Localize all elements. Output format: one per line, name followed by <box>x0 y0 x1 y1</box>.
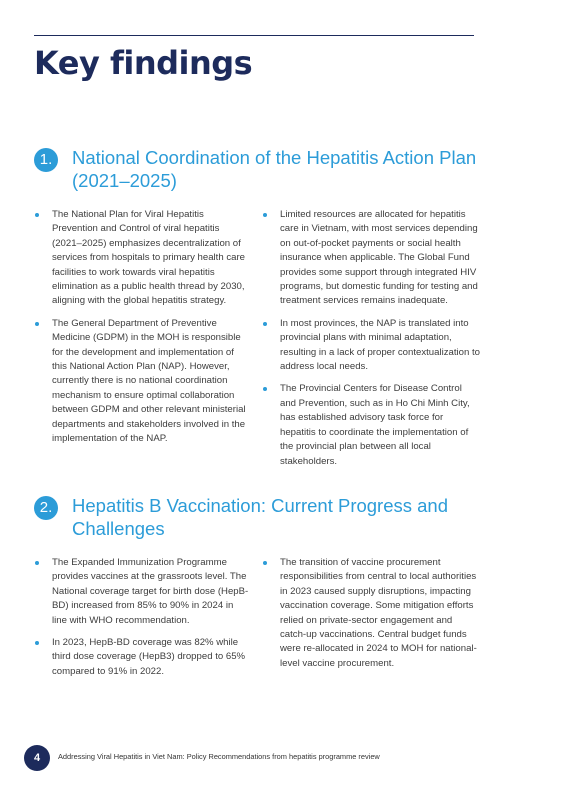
bullet-text: The transition of vaccine procurement responsibilities from central to local authorities in 2023 caused supply disruptions, impacting vaccination coverage. Some mitigation efforts relied on private-sector engagement and catch-up vaccinations. Central budget funds were re-allocated in 2024 to MOH for national-level vaccine procurement. <box>280 557 477 669</box>
section-national-coordination <box>34 146 486 467</box>
list-item <box>34 317 250 447</box>
bullet-text: Limited resources are allocated for hepatitis care in Vietnam, with most services depending on out-of-pocket payments or social health insurance when applicable. The Global Fund provides some support through integrated HIV programs, but domestic funding for testing and treatment services remains inadequate. <box>280 209 478 307</box>
section-title: National Coordination of the Hepatitis Action Plan (2021–2025) <box>72 147 477 191</box>
bullet-list <box>262 208 480 469</box>
section-title: Hepatitis B Vaccination: Current Progress and Challenges <box>72 495 449 539</box>
section-header <box>34 494 486 552</box>
bullet-text: The Provincial Centers for Disease Control and Prevention, such as in Ho Chi Minh City, has established advisory task force for hepatitis to coordinate the implementation of the provincial plan between all local stakeholders. <box>280 383 470 467</box>
list-item <box>34 636 250 679</box>
bullet-text: The National Plan for Viral Hepatitis Prevention and Control of viral hepatitis (2021–2025) emphasizes decentralization of services from hospitals to primary health care facilities to work towards viral hepatitis elimination as a public health thread by 2030, aligning with the global hepatitis strategy. <box>52 209 246 307</box>
page-number-badge: 4 <box>24 745 50 771</box>
bullet-icon <box>263 387 267 391</box>
bullet-list <box>34 556 250 679</box>
top-rule <box>34 35 474 36</box>
list-item <box>262 208 480 309</box>
page-footer <box>24 745 544 771</box>
bullet-icon <box>263 213 267 217</box>
bullet-icon <box>35 561 39 565</box>
left-column <box>34 556 250 687</box>
list-item <box>34 208 250 309</box>
bullet-icon <box>35 322 39 326</box>
footer-document-title: Addressing Viral Hepatitis in Viet Nam: Policy Recommendations from hepatitis programme review <box>58 752 380 761</box>
bullet-icon <box>263 561 267 565</box>
left-column <box>34 208 250 455</box>
section-header <box>34 146 486 204</box>
page-title: Key findings <box>34 44 253 82</box>
bullet-icon <box>35 213 39 217</box>
list-item <box>262 382 480 468</box>
bullet-list <box>262 556 480 671</box>
list-item <box>262 556 480 671</box>
bullet-text: In most provinces, the NAP is translated into provincial plans with minimal adaptation, resulting in a lack of proper contextualization to address local needs. <box>280 317 480 373</box>
bullet-icon <box>263 322 267 326</box>
section-number-badge: 2. <box>34 496 58 520</box>
bullet-list <box>34 208 250 447</box>
section-number-badge: 1. <box>34 148 58 172</box>
list-item <box>262 317 480 375</box>
list-item <box>34 556 250 628</box>
right-column <box>262 208 480 477</box>
bullet-icon <box>35 641 39 645</box>
right-column <box>262 556 480 679</box>
bullet-text: The General Department of Preventive Medicine (GDPM) in the MOH is responsible for the development and implementation of this National Action Plan (NAP). However, currently there is no national coordination mechanism to ensure optimal collaboration between GDPM and other relevant ministerial departments and stakeholders involved in the implementation of the NAP. <box>52 317 246 445</box>
bullet-text: In 2023, HepB-BD coverage was 82% while third dose coverage (HepB3) dropped to 65% compared to 91% in 2022. <box>52 637 246 677</box>
section-hepatitis-b-vaccination <box>34 494 486 677</box>
bullet-text: The Expanded Immunization Programme provides vaccines at the grassroots level. The National coverage target for birth dose (HepB-BD) increased from 85% to 90% in 2024 in line with WHO recommendation. <box>52 557 249 626</box>
